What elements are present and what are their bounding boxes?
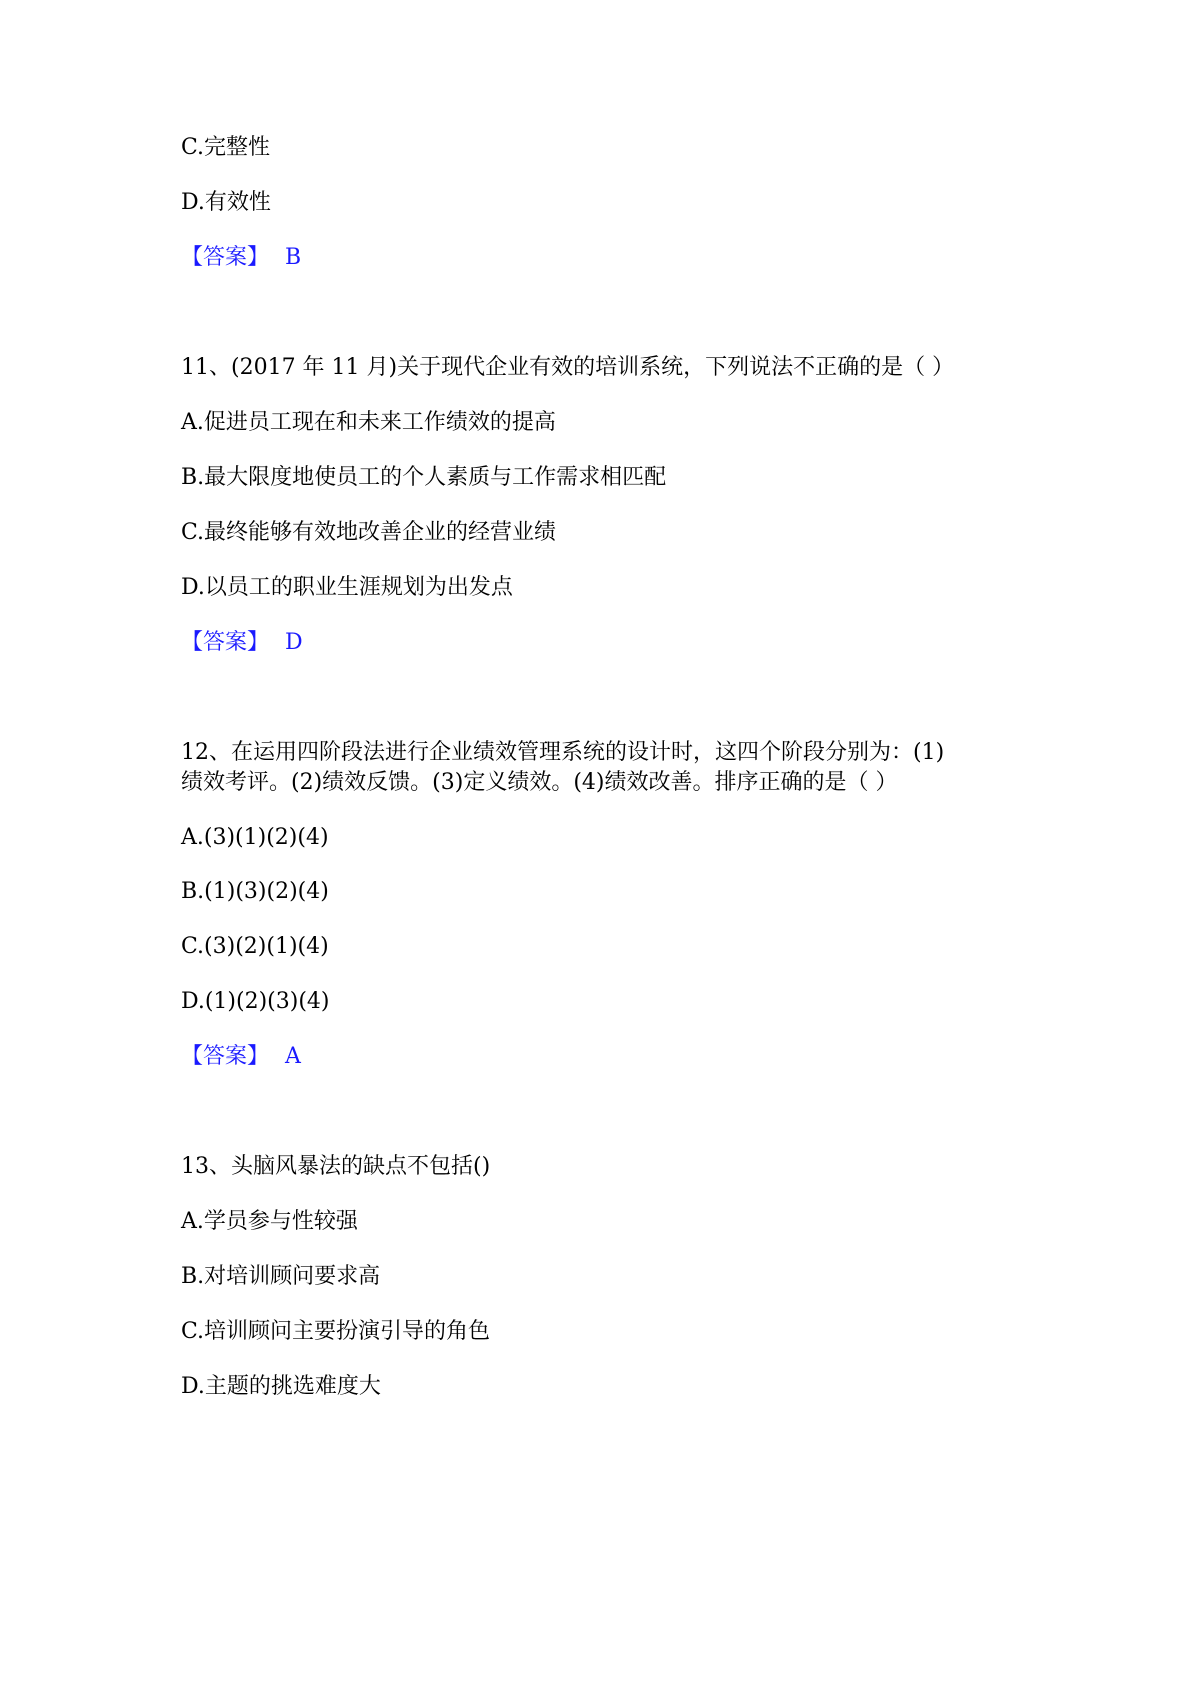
answer-line xyxy=(181,243,301,273)
q12-option-d: D.(1)(2)(3)(4) xyxy=(181,989,330,1014)
q11-option-a: A.促进员工现在和未来工作绩效的提高 xyxy=(181,410,556,435)
answer-label: 【答案】 xyxy=(181,630,270,655)
answer-value: B xyxy=(285,245,302,270)
answer-label: 【答案】 xyxy=(181,245,270,270)
question-12-stem-line2: 绩效考评。(2)绩效反馈。(3)定义绩效。(4)绩效改善。排序正确的是（ ） xyxy=(181,770,898,795)
answer-value: A xyxy=(285,1044,301,1069)
answer-label: 【答案】 xyxy=(181,1044,270,1069)
q12-option-b: B.(1)(3)(2)(4) xyxy=(181,879,329,904)
q11-option-d: D.以员工的职业生涯规划为出发点 xyxy=(181,575,513,600)
option-d: D.有效性 xyxy=(181,190,271,215)
q12-answer-line xyxy=(181,1042,301,1072)
q13-option-b: B.对培训顾问要求高 xyxy=(181,1264,381,1289)
q13-option-a: A.学员参与性较强 xyxy=(181,1209,358,1234)
question-11-stem: 11、(2017 年 11 月)关于现代企业有效的培训系统，下列说法不正确的是（ ） xyxy=(181,355,955,380)
question-13-stem: 13、头脑风暴法的缺点不包括() xyxy=(181,1154,491,1179)
question-12-stem-line1: 12、在运用四阶段法进行企业绩效管理系统的设计时，这四个阶段分别为：(1) xyxy=(181,740,945,765)
q11-answer-line xyxy=(181,628,303,658)
q13-option-c: C.培训顾问主要扮演引导的角色 xyxy=(181,1319,491,1344)
answer-value: D xyxy=(285,630,303,655)
option-c: C.完整性 xyxy=(181,135,271,160)
q13-option-d: D.主题的挑选难度大 xyxy=(181,1374,381,1399)
q11-option-b: B.最大限度地使员工的个人素质与工作需求相匹配 xyxy=(181,465,667,490)
q12-option-a: A.(3)(1)(2)(4) xyxy=(181,825,329,850)
q11-option-c: C.最终能够有效地改善企业的经营业绩 xyxy=(181,520,557,545)
q12-option-c: C.(3)(2)(1)(4) xyxy=(181,934,329,959)
